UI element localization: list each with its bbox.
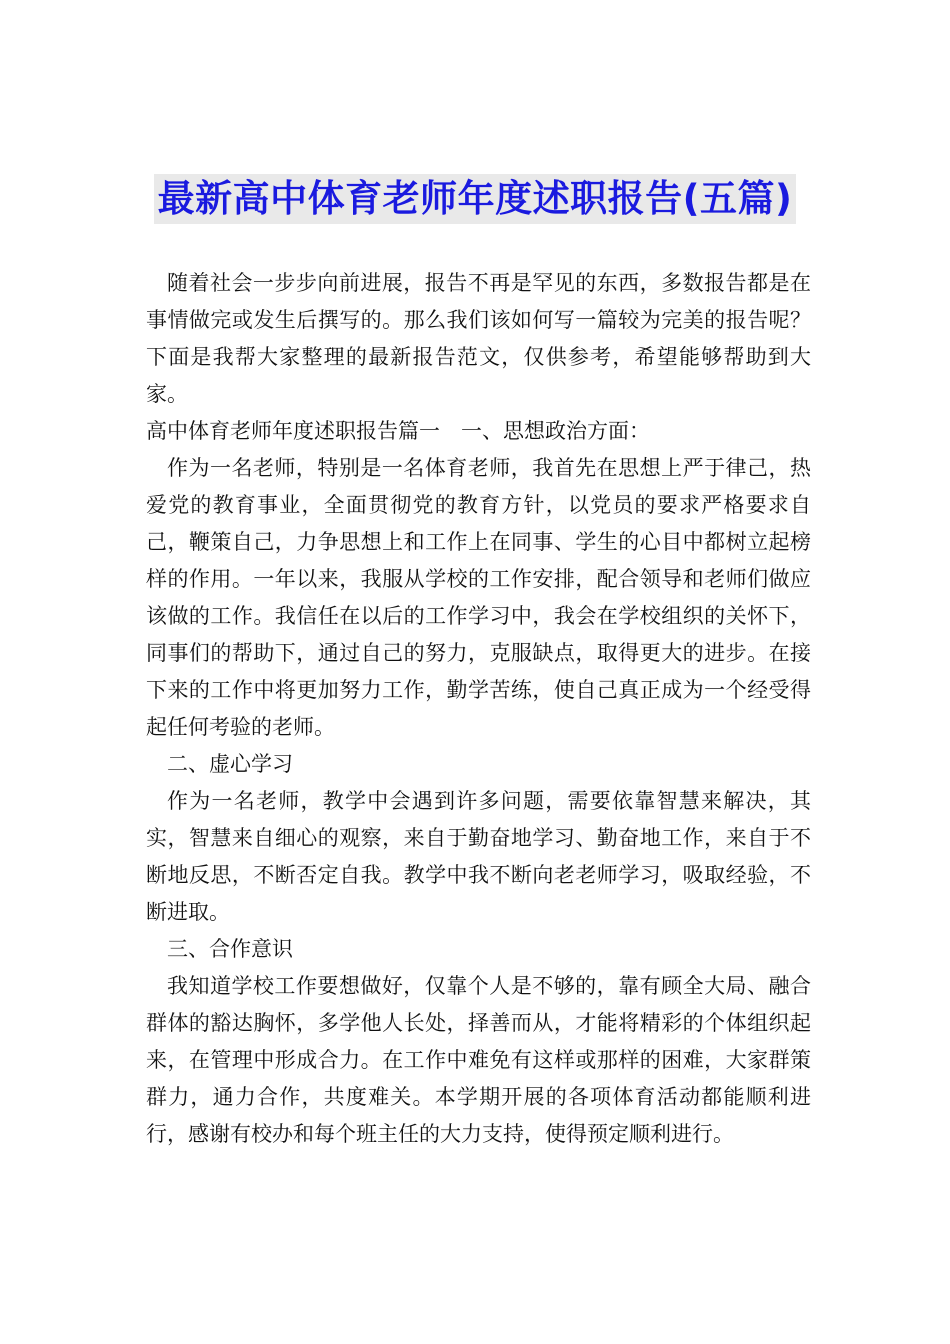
paragraph-cooperation: 我知道学校工作要想做好，仅靠个人是不够的，靠有顾全大局、融合群体的豁达胸怀，多学他人长处，择善而从，才能将精彩的个体组织起来，在管理中形成合力。在工作中难免有这样或那样的困难，大家群策群力，通力合作，共度难关。本学期开展的各项体育活动都能顺利进行，感谢有校办和每个班主任的大力支持，使得预定顺利进行。 — [146, 974, 811, 1146]
title-container — [0, 174, 950, 224]
paragraph-ideology: 作为一名老师，特别是一名体育老师，我首先在思想上严于律己，热爱党的教育事业，全面贯彻党的教育方针，以党员的要求严格要求自己，鞭策自己，力争思想上和工作上在同事、学生的心目中都树立起榜样的作用。一年以来，我服从学校的工作安排，配合领导和老师们做应该做的工作。我信任在以后的工作学习中，我会在学校组织的关怀下，同事们的帮助下，通过自己的努力，克服缺点，取得更大的进步。在接下来的工作中将更加努力工作，勤学苦练，使自己真正成为一个经受得起任何考验的老师。 — [146, 456, 811, 739]
document-title: 最新高中体育老师年度述职报告(五篇) — [154, 174, 797, 224]
section-heading-learning: 二、虚心学习 — [167, 752, 293, 776]
section-heading-cooperation: 三、合作意识 — [167, 937, 293, 961]
section-heading-part-one: 高中体育老师年度述职报告篇一 一、思想政治方面： — [146, 419, 650, 443]
intro-paragraph: 随着社会一步步向前进展，报告不再是罕见的东西，多数报告都是在事情做完或发生后撰写的。那么我们该如何写一篇较为完美的报告呢？下面是我帮大家整理的最新报告范文，仅供参考，希望能够帮助到大家。 — [146, 271, 811, 406]
paragraph-learning: 作为一名老师，教学中会遇到许多问题，需要依靠智慧来解决，其实，智慧来自细心的观察，来自于勤奋地学习、勤奋地工作，来自于不断地反思，不断否定自我。教学中我不断向老老师学习，吸取经验，不断进取。 — [146, 789, 811, 924]
document-body — [146, 265, 811, 1153]
